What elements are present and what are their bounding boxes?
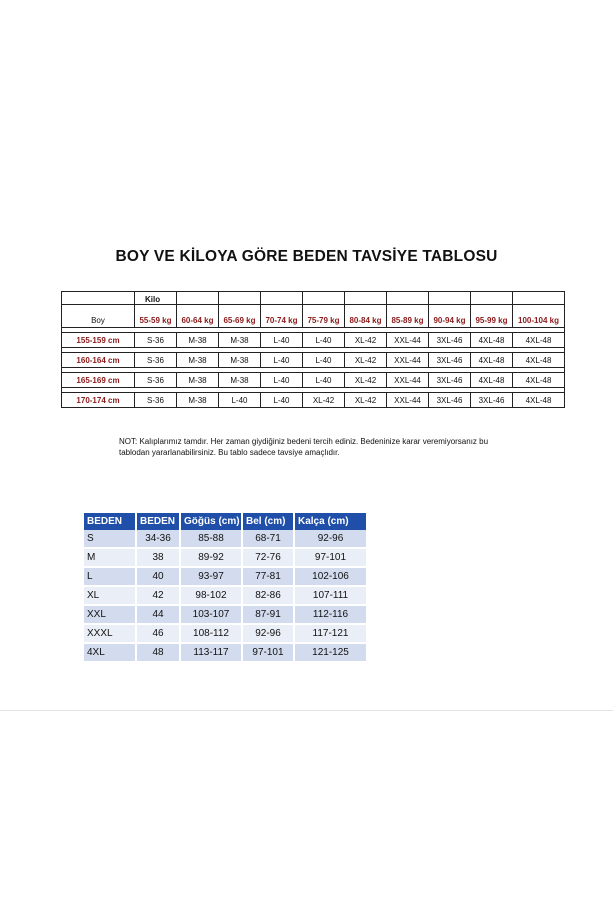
table-row (84, 567, 366, 586)
measure-cell: 102-106 (294, 567, 366, 586)
size-cell: 4XL-48 (513, 393, 565, 408)
measure-header: BEDEN (136, 513, 180, 530)
size-cell: 3XL-46 (429, 393, 471, 408)
measure-header: Kalça (cm) (294, 513, 366, 530)
size-cell: L-40 (303, 333, 345, 348)
measure-cell: 121-125 (294, 643, 366, 662)
table-row (84, 624, 366, 643)
size-cell: L-40 (261, 373, 303, 388)
measure-cell: 93-97 (180, 567, 242, 586)
weight-header: 70-74 kg (261, 305, 303, 328)
size-cell: 4XL-48 (471, 373, 513, 388)
size-cell: XL-42 (345, 373, 387, 388)
measure-cell: 4XL (84, 643, 136, 662)
size-cell: 3XL-46 (429, 333, 471, 348)
measure-cell: 82-86 (242, 586, 294, 605)
size-cell: XXL-44 (387, 393, 429, 408)
measure-cell: XL (84, 586, 136, 605)
measure-cell: S (84, 530, 136, 548)
measure-cell: 46 (136, 624, 180, 643)
measure-cell: 117-121 (294, 624, 366, 643)
measure-cell: 85-88 (180, 530, 242, 548)
size-cell: M-38 (219, 353, 261, 368)
measure-cell: 112-116 (294, 605, 366, 624)
size-cell: M-38 (177, 393, 219, 408)
weight-header: 65-69 kg (219, 305, 261, 328)
measure-cell: 34-36 (136, 530, 180, 548)
height-cell: 165-169 cm (62, 373, 135, 388)
size-cell: L-40 (303, 353, 345, 368)
measure-cell: 77-81 (242, 567, 294, 586)
weight-header: 95-99 kg (471, 305, 513, 328)
table-row (62, 393, 565, 408)
measure-cell: 97-101 (242, 643, 294, 662)
table-row (84, 605, 366, 624)
table-row (84, 530, 366, 548)
measure-cell: 98-102 (180, 586, 242, 605)
weight-header: 55-59 kg (135, 305, 177, 328)
measure-cell: 103-107 (180, 605, 242, 624)
size-cell: 4XL-48 (513, 353, 565, 368)
table-row (62, 353, 565, 368)
size-cell: XL-42 (345, 393, 387, 408)
height-cell: 160-164 cm (62, 353, 135, 368)
height-cell: 170-174 cm (62, 393, 135, 408)
size-cell: S-36 (135, 333, 177, 348)
size-cell: M-38 (219, 373, 261, 388)
measure-cell: 48 (136, 643, 180, 662)
measure-header: BEDEN (84, 513, 136, 530)
measure-cell: XXL (84, 605, 136, 624)
kilo-label: Kilo (135, 292, 177, 305)
size-cell: M-38 (177, 373, 219, 388)
table-row (84, 548, 366, 567)
size-cell: M-38 (219, 333, 261, 348)
measurement-table (84, 513, 366, 663)
table-row (84, 643, 366, 662)
table-row (84, 586, 366, 605)
size-cell: S-36 (135, 353, 177, 368)
measure-cell: 89-92 (180, 548, 242, 567)
measure-cell: 107-111 (294, 586, 366, 605)
page-title: BOY VE KİLOYA GÖRE BEDEN TAVSİYE TABLOSU (115, 248, 498, 265)
weight-header: 80-84 kg (345, 305, 387, 328)
measure-cell: 38 (136, 548, 180, 567)
measure-cell: M (84, 548, 136, 567)
weight-header: 90-94 kg (429, 305, 471, 328)
size-cell: L-40 (261, 333, 303, 348)
size-cell: S-36 (135, 373, 177, 388)
measure-cell: XXXL (84, 624, 136, 643)
size-cell: M-38 (177, 353, 219, 368)
measure-cell: 40 (136, 567, 180, 586)
size-cell: L-40 (261, 393, 303, 408)
size-cell: 3XL-46 (429, 373, 471, 388)
height-cell: 155-159 cm (62, 333, 135, 348)
size-cell: 3XL-46 (471, 393, 513, 408)
size-cell: XL-42 (345, 353, 387, 368)
size-cell: L-40 (219, 393, 261, 408)
table-row (62, 333, 565, 348)
size-cell: M-38 (177, 333, 219, 348)
measure-header: Bel (cm) (242, 513, 294, 530)
measure-cell: 92-96 (294, 530, 366, 548)
size-cell: S-36 (135, 393, 177, 408)
measure-cell: 113-117 (180, 643, 242, 662)
measure-cell: 97-101 (294, 548, 366, 567)
size-cell: 3XL-46 (429, 353, 471, 368)
measure-cell: 108-112 (180, 624, 242, 643)
size-cell: L-40 (303, 373, 345, 388)
size-cell: XL-42 (303, 393, 345, 408)
corner-cell (62, 292, 135, 305)
weight-header: 100-104 kg (513, 305, 565, 328)
measure-cell: 68-71 (242, 530, 294, 548)
size-cell: 4XL-48 (513, 373, 565, 388)
boy-label: Boy (62, 305, 135, 328)
measure-cell: 87-91 (242, 605, 294, 624)
divider (0, 710, 613, 711)
weight-header: 75-79 kg (303, 305, 345, 328)
weight-header: 60-64 kg (177, 305, 219, 328)
measure-cell: 42 (136, 586, 180, 605)
measure-cell: L (84, 567, 136, 586)
note-text: NOT: Kalıplarımız tamdır. Her zaman giydiğiniz bedeni tercih ediniz. Bedeninize karar veremiyorsanız bu tablodan yararlanabilirsiniz. Bu tablo sadece tavsiye amaçlıdır. (119, 437, 489, 457)
size-cell: L-40 (261, 353, 303, 368)
weight-header: 85-89 kg (387, 305, 429, 328)
size-cell: XXL-44 (387, 333, 429, 348)
size-cell: XXL-44 (387, 373, 429, 388)
measure-cell: 92-96 (242, 624, 294, 643)
table-row (62, 373, 565, 388)
size-recommendation-table (61, 291, 565, 408)
size-cell: XXL-44 (387, 353, 429, 368)
size-cell: 4XL-48 (513, 333, 565, 348)
measure-cell: 44 (136, 605, 180, 624)
size-cell: XL-42 (345, 333, 387, 348)
measure-cell: 72-76 (242, 548, 294, 567)
size-cell: 4XL-48 (471, 353, 513, 368)
measure-header: Göğüs (cm) (180, 513, 242, 530)
size-cell: 4XL-48 (471, 333, 513, 348)
